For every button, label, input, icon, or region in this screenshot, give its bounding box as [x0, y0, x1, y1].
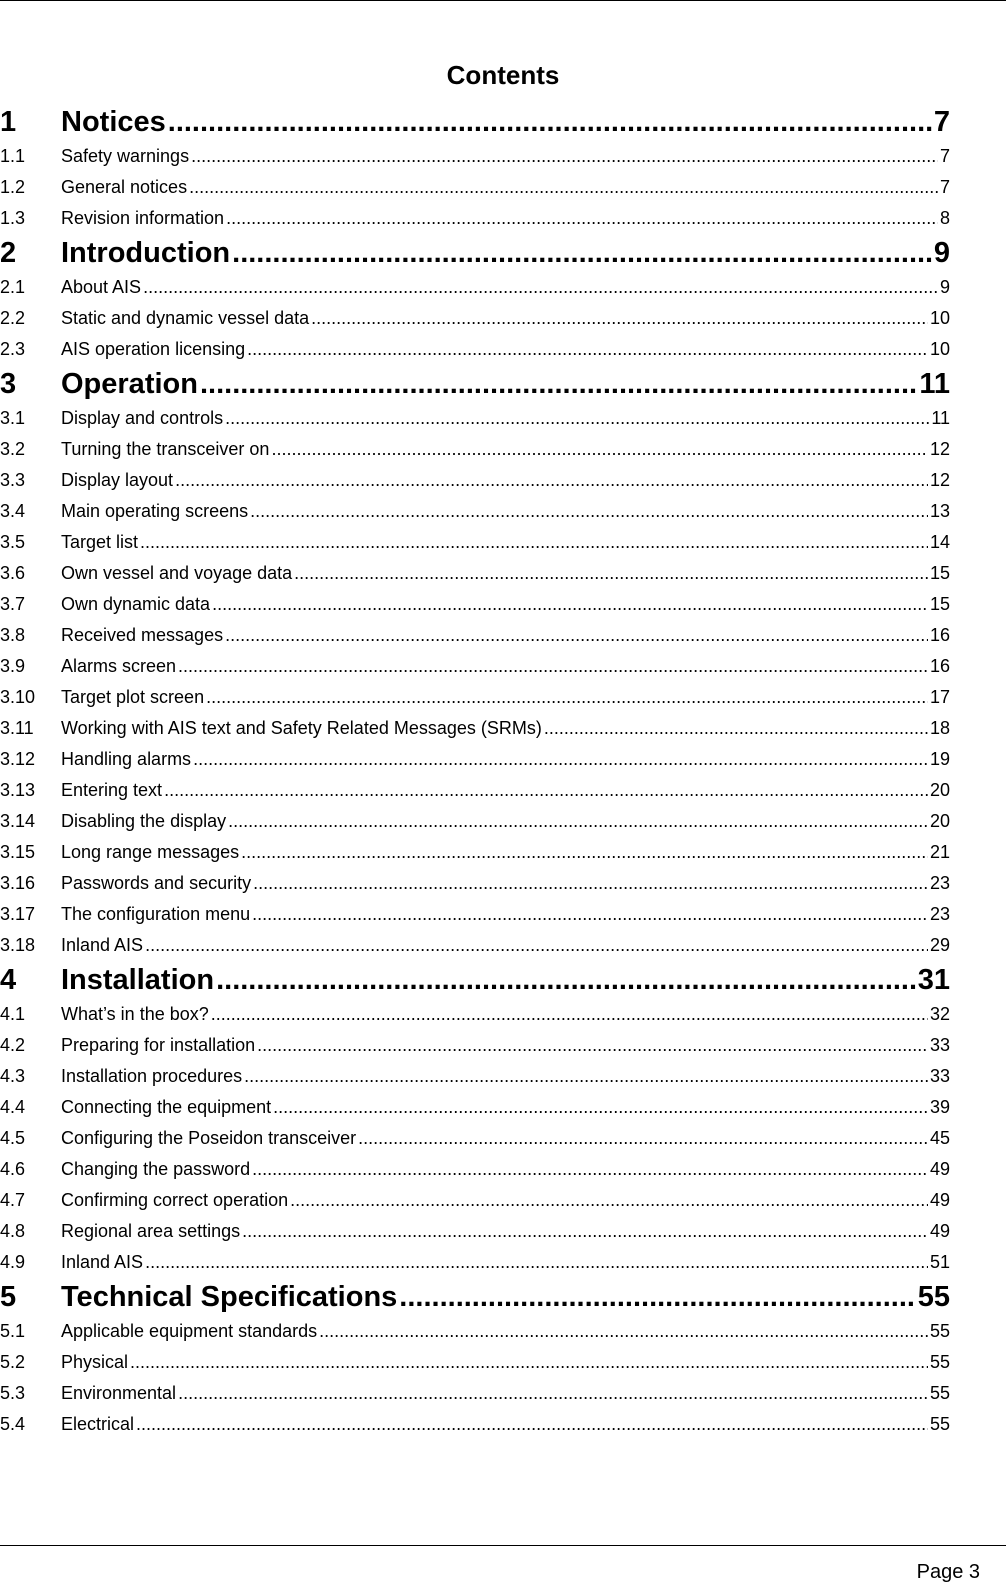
chapter-number: 5: [0, 1281, 17, 1313]
section-number: 4.9: [0, 1252, 26, 1272]
chapter-number: 4: [0, 964, 17, 996]
chapter-title: Notices: [61, 106, 166, 138]
dot-leader: [247, 334, 928, 365]
section-number: 3.8: [0, 625, 26, 645]
section-number: 3.14: [0, 811, 36, 831]
toc-section-entry[interactable]: [0, 272, 950, 303]
toc-section-entry[interactable]: [0, 930, 950, 961]
section-number: 5.4: [0, 1414, 26, 1434]
table-of-contents: [0, 103, 950, 1440]
section-title: Long range messages: [61, 842, 240, 862]
footer-page-number: Page 3: [916, 1561, 980, 1583]
dot-leader: [319, 1316, 928, 1347]
chapter-page-number: 9: [933, 237, 950, 269]
section-page-number: 12: [929, 439, 950, 459]
section-number: 3.16: [0, 873, 36, 893]
section-page-number: 12: [929, 470, 950, 490]
section-number: 3.3: [0, 470, 26, 490]
toc-section-entry[interactable]: [0, 775, 950, 806]
section-title: Own vessel and voyage data: [61, 563, 293, 583]
section-title: Working with AIS text and Safety Related Messages (SRMs): [61, 718, 542, 738]
section-number: 4.2: [0, 1035, 26, 1055]
toc-chapter-entry[interactable]: [0, 103, 950, 141]
dot-leader: [145, 1247, 928, 1278]
dot-leader: [232, 234, 932, 272]
dot-leader: [145, 930, 928, 961]
section-page-number: 33: [929, 1035, 950, 1055]
section-page-number: 49: [929, 1190, 950, 1210]
dot-leader: [140, 527, 928, 558]
section-title: Display layout: [61, 470, 174, 490]
dot-leader: [225, 403, 929, 434]
toc-section-entry[interactable]: [0, 651, 950, 682]
section-number: 4.7: [0, 1190, 26, 1210]
section-number: 4.4: [0, 1097, 26, 1117]
toc-section-entry[interactable]: [0, 527, 950, 558]
section-title: Revision information: [61, 208, 225, 228]
toc-section-entry[interactable]: [0, 868, 950, 899]
section-number: 3.11: [0, 718, 34, 738]
section-title: Installation procedures: [61, 1066, 243, 1086]
section-title: Inland AIS: [61, 935, 144, 955]
section-page-number: 8: [939, 208, 950, 228]
dot-leader: [399, 1278, 915, 1316]
section-number: 3.5: [0, 532, 26, 552]
section-number: 4.8: [0, 1221, 26, 1241]
dot-leader: [252, 1154, 928, 1185]
section-number: 1.1: [0, 146, 26, 166]
dot-leader: [242, 1216, 928, 1247]
section-page-number: 9: [939, 277, 950, 297]
section-page-number: 55: [929, 1321, 950, 1341]
chapter-page-number: 55: [917, 1281, 950, 1313]
section-page-number: 13: [929, 501, 950, 521]
section-title: Applicable equipment standards: [61, 1321, 318, 1341]
dot-leader: [136, 1409, 928, 1440]
toc-section-entry[interactable]: [0, 1247, 950, 1278]
top-rule: [0, 0, 1006, 1]
footer-rule: [0, 1545, 1006, 1546]
section-page-number: 39: [929, 1097, 950, 1117]
section-page-number: 10: [929, 339, 950, 359]
toc-section-entry[interactable]: [0, 1154, 950, 1185]
section-number: 3.13: [0, 780, 36, 800]
section-number: 4.1: [0, 1004, 26, 1024]
toc-section-entry[interactable]: [0, 1185, 950, 1216]
chapter-number: 3: [0, 368, 17, 400]
toc-section-entry[interactable]: [0, 465, 950, 496]
section-title: About AIS: [61, 277, 142, 297]
toc-section-entry[interactable]: [0, 1123, 950, 1154]
section-number: 3.15: [0, 842, 36, 862]
toc-section-entry[interactable]: [0, 403, 950, 434]
dot-leader: [273, 1092, 928, 1123]
toc-section-entry[interactable]: [0, 558, 950, 589]
section-page-number: 7: [939, 146, 950, 166]
section-title: Passwords and security: [61, 873, 252, 893]
dot-leader: [294, 558, 928, 589]
dot-leader: [168, 103, 932, 141]
section-number: 2.2: [0, 308, 26, 328]
section-page-number: 11: [931, 408, 950, 428]
toc-section-entry[interactable]: [0, 172, 950, 203]
chapter-number: 2: [0, 237, 17, 269]
dot-leader: [178, 651, 928, 682]
dot-leader: [130, 1347, 928, 1378]
section-title: Inland AIS: [61, 1252, 144, 1272]
dot-leader: [228, 806, 928, 837]
section-page-number: 55: [929, 1414, 950, 1434]
chapter-page-number: 7: [933, 106, 950, 138]
toc-section-entry[interactable]: [0, 713, 950, 744]
section-page-number: 14: [929, 532, 950, 552]
toc-chapter-entry[interactable]: [0, 1278, 950, 1316]
section-title: Target list: [61, 532, 139, 552]
section-page-number: 7: [939, 177, 950, 197]
toc-section-entry[interactable]: [0, 744, 950, 775]
section-number: 1.3: [0, 208, 26, 228]
chapter-title: Operation: [61, 368, 198, 400]
toc-section-entry[interactable]: [0, 620, 950, 651]
section-page-number: 20: [929, 811, 950, 831]
section-title: Entering text: [61, 780, 163, 800]
toc-section-entry[interactable]: [0, 1378, 950, 1409]
section-title: Changing the password: [61, 1159, 251, 1179]
dot-leader: [193, 744, 928, 775]
chapter-page-number: 11: [919, 368, 950, 400]
section-page-number: 16: [929, 656, 950, 676]
section-page-number: 23: [929, 904, 950, 924]
section-page-number: 32: [929, 1004, 950, 1024]
dot-leader: [178, 1378, 928, 1409]
toc-section-entry[interactable]: [0, 899, 950, 930]
dot-leader: [241, 837, 928, 868]
page-title: Contents: [446, 60, 560, 90]
toc-chapter-entry[interactable]: [0, 234, 950, 272]
dot-leader: [544, 713, 928, 744]
section-page-number: 51: [929, 1252, 950, 1272]
dot-leader: [189, 172, 938, 203]
section-number: 3.18: [0, 935, 36, 955]
section-page-number: 45: [929, 1128, 950, 1148]
toc-section-entry[interactable]: [0, 141, 950, 172]
toc-section-entry[interactable]: [0, 1092, 950, 1123]
dot-leader: [252, 899, 928, 930]
toc-section-entry[interactable]: [0, 434, 950, 465]
section-title: Configuring the Poseidon transceiver: [61, 1128, 357, 1148]
dot-leader: [212, 589, 928, 620]
section-page-number: 21: [929, 842, 950, 862]
toc-section-entry[interactable]: [0, 682, 950, 713]
section-page-number: 10: [929, 308, 950, 328]
section-number: 3.9: [0, 656, 26, 676]
chapter-title: Technical Specifications: [61, 1281, 398, 1313]
section-title: Electrical: [61, 1414, 135, 1434]
toc-section-entry[interactable]: [0, 203, 950, 234]
chapter-number: 1: [0, 106, 17, 138]
dot-leader: [290, 1185, 928, 1216]
section-page-number: 33: [929, 1066, 950, 1086]
section-number: 1.2: [0, 177, 26, 197]
section-title: Physical: [61, 1352, 129, 1372]
section-number: 3.12: [0, 749, 36, 769]
dot-leader: [244, 1061, 928, 1092]
section-page-number: 19: [929, 749, 950, 769]
section-title: Safety warnings: [61, 146, 190, 166]
toc-section-entry[interactable]: [0, 1061, 950, 1092]
section-page-number: 49: [929, 1159, 950, 1179]
section-title: Connecting the equipment: [61, 1097, 272, 1117]
section-number: 3.4: [0, 501, 26, 521]
dot-leader: [191, 141, 938, 172]
section-page-number: 49: [929, 1221, 950, 1241]
section-page-number: 16: [929, 625, 950, 645]
toc-section-entry[interactable]: [0, 1316, 950, 1347]
dot-leader: [271, 434, 928, 465]
section-number: 3.7: [0, 594, 26, 614]
dot-leader: [164, 775, 928, 806]
dot-leader: [175, 465, 928, 496]
dot-leader: [200, 365, 917, 403]
toc-section-entry[interactable]: [0, 1030, 950, 1061]
section-title: Own dynamic data: [61, 594, 211, 614]
section-title: Handling alarms: [61, 749, 192, 769]
section-title: Turning the transceiver on: [61, 439, 270, 459]
toc-section-entry[interactable]: [0, 999, 950, 1030]
section-title: Target plot screen: [61, 687, 205, 707]
section-page-number: 17: [929, 687, 950, 707]
section-page-number: 18: [929, 718, 950, 738]
dot-leader: [226, 203, 938, 234]
section-number: 4.6: [0, 1159, 26, 1179]
toc-section-entry[interactable]: [0, 1409, 950, 1440]
section-title: What’s in the box?: [61, 1004, 209, 1024]
section-title: General notices: [61, 177, 188, 197]
section-number: 3.2: [0, 439, 26, 459]
dot-leader: [206, 682, 928, 713]
toc-section-entry[interactable]: [0, 1216, 950, 1247]
dot-leader: [253, 868, 928, 899]
section-title: The configuration menu: [61, 904, 251, 924]
section-number: 3.1: [0, 408, 26, 428]
section-title: AIS operation licensing: [61, 339, 246, 359]
section-title: Static and dynamic vessel data: [61, 308, 310, 328]
section-page-number: 55: [929, 1352, 950, 1372]
section-page-number: 20: [929, 780, 950, 800]
section-title: Disabling the display: [61, 811, 227, 831]
toc-section-entry[interactable]: [0, 837, 950, 868]
section-number: 5.1: [0, 1321, 26, 1341]
section-number: 4.5: [0, 1128, 26, 1148]
chapter-title: Installation: [61, 964, 215, 996]
section-number: 2.3: [0, 339, 26, 359]
toc-section-entry[interactable]: [0, 806, 950, 837]
section-title: Environmental: [61, 1383, 177, 1403]
dot-leader: [250, 496, 928, 527]
section-number: 3.10: [0, 687, 36, 707]
section-page-number: 23: [929, 873, 950, 893]
section-number: 2.1: [0, 277, 26, 297]
dot-leader: [358, 1123, 928, 1154]
section-title: Alarms screen: [61, 656, 177, 676]
chapter-page-number: 31: [917, 964, 950, 996]
toc-section-entry[interactable]: [0, 589, 950, 620]
section-page-number: 29: [929, 935, 950, 955]
section-number: 5.2: [0, 1352, 26, 1372]
section-number: 5.3: [0, 1383, 26, 1403]
dot-leader: [311, 303, 928, 334]
section-number: 3.6: [0, 563, 26, 583]
section-title: Display and controls: [61, 408, 224, 428]
dot-leader: [225, 620, 928, 651]
section-number: 4.3: [0, 1066, 26, 1086]
chapter-title: Introduction: [61, 237, 231, 269]
section-title: Preparing for installation: [61, 1035, 256, 1055]
section-title: Main operating screens: [61, 501, 249, 521]
toc-section-entry[interactable]: [0, 303, 950, 334]
section-title: Received messages: [61, 625, 224, 645]
section-title: Confirming correct operation: [61, 1190, 289, 1210]
toc-section-entry[interactable]: [0, 334, 950, 365]
section-page-number: 15: [929, 563, 950, 583]
section-page-number: 55: [929, 1383, 950, 1403]
toc-chapter-entry[interactable]: [0, 961, 950, 999]
toc-section-entry[interactable]: [0, 1347, 950, 1378]
dot-leader: [216, 961, 916, 999]
dot-leader: [257, 1030, 928, 1061]
toc-section-entry[interactable]: [0, 496, 950, 527]
section-title: Regional area settings: [61, 1221, 241, 1241]
dot-leader: [211, 999, 928, 1030]
section-page-number: 15: [929, 594, 950, 614]
dot-leader: [143, 272, 938, 303]
toc-chapter-entry[interactable]: [0, 365, 950, 403]
section-number: 3.17: [0, 904, 36, 924]
